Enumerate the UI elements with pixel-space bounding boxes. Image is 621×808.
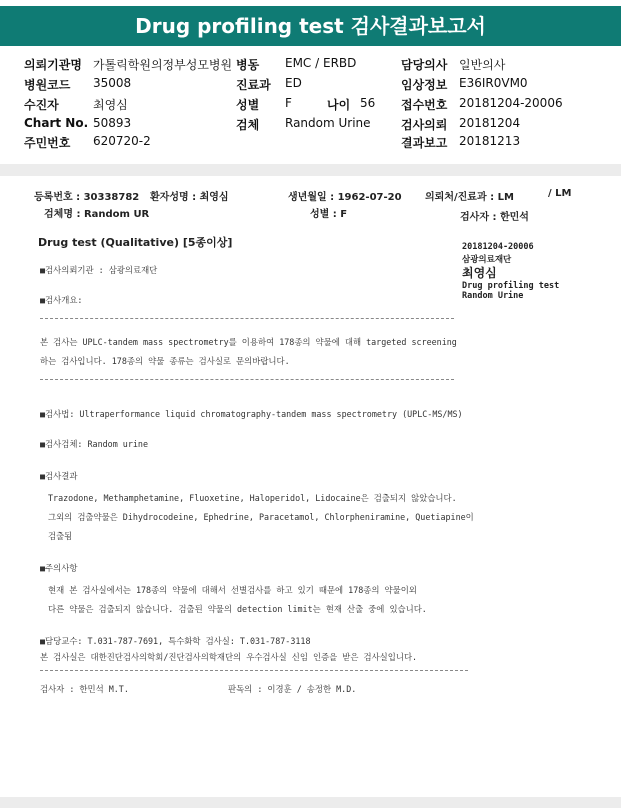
info-value-clinical: E36IR0VM0 [459,76,528,90]
test-title: Drug test (Qualitative) [5종이상] [38,236,233,249]
info-row-institution: 의뢰기관명 [24,58,82,72]
signature-reader: 판독의 : 이경훈 / 송정한 M.D. [228,684,357,694]
reg-number: 등록번호 : 30338782 [34,192,140,203]
specimen-line: ■검사검체: Random urine [40,439,148,449]
stamp-accession: 20181204-20006 [462,242,534,252]
results-line-1: Trazodone, Methamphetamine, Fluoxetine, Haloperidol, Lidocaine은 검출되지 않았습니다. [48,493,457,503]
referral-dept-2: / LM [548,188,572,199]
results-heading: ■검사결과 [40,471,78,481]
results-line-3: 검출됨 [48,531,73,541]
report-examiner: 검사자 : 한민석 [460,212,529,223]
accreditation-line: 본 검사실은 대한진단검사의학회/진단검사의학재단의 우수검사실 신임 인증을 받은 검사실입니다. [40,652,418,662]
results-line-2: 그외의 검출약물은 Dihydrocodeine, Ephedrine, Paracetamol, Chlorpheniramine, Quetiapine이 [48,512,474,522]
stamp-patient: 최영심 [462,266,497,280]
report-sex: 성별 : F [310,209,348,220]
info-label-rrn: 주민번호 [24,136,71,150]
section-divider [0,164,621,176]
info-value-age: 56 [360,96,376,110]
method-line: ■검사법: Ultraperformance liquid chromatography-tandem mass spectrometry (UPLC-MS/MS) [40,409,463,419]
info-label-ward: 병동 [236,58,260,72]
stamp-test: Drug profiling test [462,281,560,291]
info-label-dept: 진료과 [236,78,271,92]
caution-heading: ■주의사항 [40,563,78,573]
referral-dept: 의뢰처/진료과 : LM [425,192,514,203]
info-label-sex: 성별 [236,98,260,112]
info-value-dept: ED [285,76,302,90]
info-value-chart: 50893 [93,116,132,130]
info-label-patient: 수진자 [24,98,59,112]
contact-line: ■담당교수: T.031-787-7691, 특수화학 검사실: T.031-787-3118 [40,636,311,646]
requesting-lab: ■검사의뢰기관 : 삼광의료재단 [40,265,158,275]
info-label-doctor: 담당의사 [401,58,448,72]
dashed-rule [40,379,454,380]
info-value-patient: 최영심 [93,98,128,112]
overview-line-2: 하는 검사입니다. 178종의 약물 종류는 검사실로 문의바랍니다. [40,356,290,366]
info-value-accession: 20181204-20006 [459,96,563,110]
signature-examiner: 검사자 : 한민석 M.T. [40,684,129,694]
dashed-rule [40,318,454,319]
info-label-hospital-code: 병원코드 [24,78,71,92]
overview-line-1: 본 검사는 UPLC-tandem mass spectrometry를 이용하여 178종의 약물에 대해 targeted screening [40,337,457,347]
caution-line-1: 현재 본 검사실에서는 178종의 약물에 대해서 선별검사를 하고 있기 때문에 178종의 약물이외 [48,585,417,595]
info-value-hospital-code: 35008 [93,76,132,90]
info-value-specimen: Random Urine [285,116,371,130]
info-value-institution: 가톨릭학원의정부성모병원 [93,58,233,72]
caution-line-2: 다른 약물은 검출되지 않습니다. 검출된 약물의 detection limit는 현재 산출 중에 있습니다. [48,604,427,614]
dashed-rule [40,670,468,671]
info-label-age: 나이 [327,98,351,112]
info-label-request: 검사의뢰 [401,118,448,132]
info-value-sex: F [285,96,292,110]
specimen-name: 검체명 : Random UR [44,209,150,220]
birth-date: 생년월일 : 1962-07-20 [288,192,402,203]
info-label-specimen: 검체 [236,118,260,132]
info-value-result: 20181213 [459,134,521,148]
info-value-rrn: 620720-2 [93,134,151,148]
stamp-lab: 삼광의료재단 [462,255,512,265]
report-title: Drug profiling test 검사결과보고서 [0,6,621,46]
stamp-specimen: Random Urine [462,291,524,301]
info-value-doctor: 일반의사 [459,58,506,72]
info-label-chart: Chart No. [24,116,89,130]
patient-name: 환자성명 : 최영심 [150,192,229,203]
overview-heading: ■검사개요: [40,295,83,305]
scanned-report [14,178,612,788]
info-label-clinical: 임상정보 [401,78,448,92]
info-value-request: 20181204 [459,116,521,130]
info-label-result: 결과보고 [401,136,448,150]
bottom-margin [0,797,621,808]
info-value-ward: EMC / ERBD [285,56,357,70]
info-label-accession: 접수번호 [401,98,448,112]
